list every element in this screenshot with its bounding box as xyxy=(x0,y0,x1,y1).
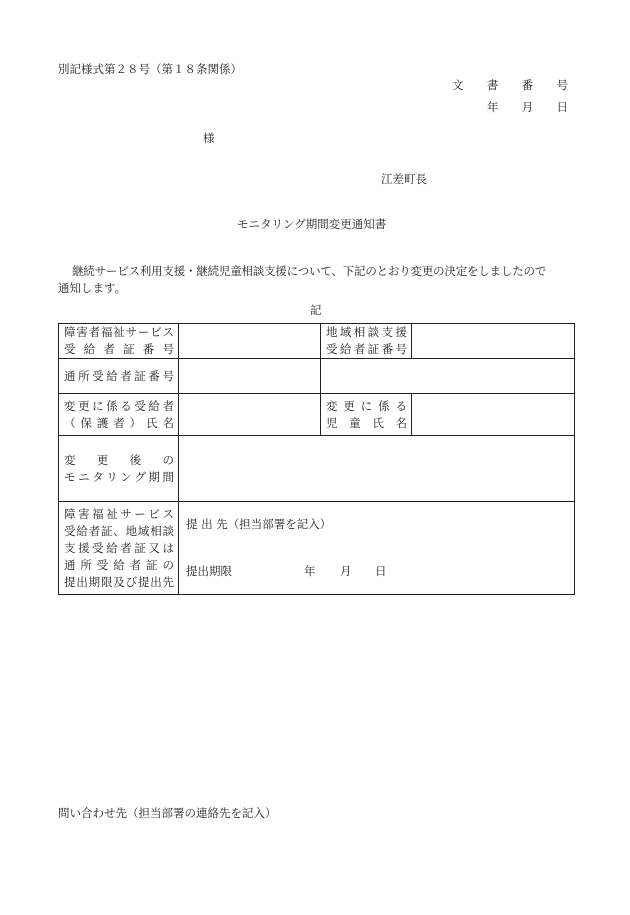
label-char: 護 xyxy=(96,415,109,430)
guardian-name-label xyxy=(59,394,179,436)
blank-cell xyxy=(321,359,575,394)
label-char: 域 xyxy=(137,523,150,538)
label-char: 援 xyxy=(78,540,90,555)
label-char: 更 xyxy=(78,398,90,413)
label-char: 者 xyxy=(162,398,174,413)
label-char: 証 xyxy=(100,523,113,538)
label-char: 氏 xyxy=(372,415,384,430)
label-char: 者 xyxy=(120,368,132,383)
label-char: 所 xyxy=(80,557,92,572)
contact-info: 問い合わせ先（担当部署の連絡先を記入） xyxy=(58,806,277,820)
label-char: 氏 xyxy=(146,415,158,430)
label-char: 証 xyxy=(367,342,380,356)
label-char: 支 xyxy=(381,325,394,339)
label-char: に xyxy=(92,398,104,413)
label-char: 期 xyxy=(148,469,160,484)
label-char: 証 xyxy=(123,342,135,356)
label-char: ） xyxy=(129,415,142,430)
document-number-label: 文 書 番 号 xyxy=(452,78,568,92)
child-name-field[interactable] xyxy=(412,394,575,436)
label-char: る xyxy=(395,398,407,413)
label-char: 保 xyxy=(80,415,92,430)
label-char: ビ xyxy=(148,506,160,521)
label-char: 後 xyxy=(129,452,142,467)
label-char: 出 xyxy=(76,574,88,589)
deadline-label: 提出期限 xyxy=(186,564,232,578)
label-char: 間 xyxy=(162,469,174,484)
label-char: 係 xyxy=(106,398,118,413)
label-char: の xyxy=(162,557,174,572)
monitoring-period-label xyxy=(59,436,179,502)
label-char: 、 xyxy=(113,523,125,538)
recipient-number-boxes[interactable] xyxy=(179,324,321,359)
label-char: 通 xyxy=(64,368,76,383)
table-row xyxy=(59,436,575,502)
label-char: 受 xyxy=(64,342,76,356)
label-char: 所 xyxy=(78,368,90,383)
table-row xyxy=(59,394,575,436)
label-char: の xyxy=(162,452,174,467)
label-char: 祉 xyxy=(113,325,125,339)
label-char: ビ xyxy=(150,325,162,339)
label-char: 係 xyxy=(378,398,390,413)
label-char: 受 xyxy=(64,523,76,538)
label-char: る xyxy=(120,398,132,413)
table-row xyxy=(59,324,575,359)
label-char: 名 xyxy=(162,415,174,430)
deadline-month: 月 xyxy=(340,564,352,578)
label-char: 者 xyxy=(88,325,101,339)
child-name-label xyxy=(321,394,412,436)
label-char: 提 xyxy=(64,574,76,589)
label-char: 番 xyxy=(148,368,160,383)
label-char: 害 xyxy=(76,325,88,339)
label-char: 更 xyxy=(343,398,355,413)
label-char: 談 xyxy=(367,325,380,339)
regional-consult-number-boxes[interactable] xyxy=(412,324,575,359)
label-char: は xyxy=(162,540,174,555)
document-title: モニタリング期間変更通知書 xyxy=(237,217,387,231)
label-char: 通 xyxy=(64,557,76,572)
notice-table xyxy=(58,323,575,595)
label-char: ス xyxy=(162,506,174,521)
label-char: 給 xyxy=(113,557,125,572)
body-line-1: 継続サービス利用支援・継続児童相談支援について、下記のとおり変更の決定をしましたので xyxy=(72,264,547,278)
label-char: 相 xyxy=(353,325,366,339)
guardian-name-field[interactable] xyxy=(179,394,321,436)
label-char: に xyxy=(360,398,373,413)
label-char: 変 xyxy=(326,398,338,413)
label-char: モ xyxy=(64,469,76,484)
label-char: 号 xyxy=(162,368,174,383)
label-char: 先 xyxy=(162,574,174,589)
monitoring-period-field[interactable] xyxy=(179,436,575,502)
label-char: 児 xyxy=(326,415,338,430)
recipient-number-label xyxy=(59,324,179,359)
label-char: 受 xyxy=(92,368,104,383)
table-row xyxy=(59,502,575,595)
deadline-day: 日 xyxy=(375,564,387,578)
label-char: 域 xyxy=(339,325,352,339)
label-char: 害 xyxy=(78,506,90,521)
label-char: 者 xyxy=(113,415,125,430)
label-char: 者 xyxy=(103,342,115,356)
day-service-number-boxes[interactable] xyxy=(179,359,321,394)
label-char: 祉 xyxy=(106,506,118,521)
label-char: 番 xyxy=(142,342,155,356)
label-char: 給 xyxy=(106,368,118,383)
label-char: 相 xyxy=(150,523,162,538)
label-char: 者 xyxy=(129,557,142,572)
label-char: 番 xyxy=(381,342,394,356)
label-char: グ xyxy=(134,469,146,484)
label-char: 者 xyxy=(353,342,366,356)
label-char: 変 xyxy=(64,398,76,413)
date-line: 年 月 日 xyxy=(487,100,568,114)
submission-field[interactable] xyxy=(179,502,575,595)
label-char: 給 xyxy=(106,540,118,555)
ki-heading: 記 xyxy=(310,303,322,317)
submission-label xyxy=(59,502,179,595)
label-char: び xyxy=(125,574,138,589)
label-char: 証 xyxy=(134,368,146,383)
label-char: 受 xyxy=(134,398,146,413)
label-char: 受 xyxy=(326,342,338,356)
label-char: 及 xyxy=(113,574,125,589)
deadline-year: 年 xyxy=(304,564,316,578)
label-char: 談 xyxy=(162,523,174,538)
label-char: 地 xyxy=(326,325,338,339)
label-char: 給 xyxy=(148,398,160,413)
label-char: 福 xyxy=(100,325,113,339)
label-char: 証 xyxy=(134,540,146,555)
label-char: 者 xyxy=(88,523,101,538)
submit-to-label: 提 出 先（担当部署を記入） xyxy=(186,517,332,531)
label-char: タ xyxy=(92,469,104,484)
label-char: 給 xyxy=(339,342,352,356)
addressee-suffix: 様 xyxy=(203,131,215,145)
label-char: 更 xyxy=(96,452,109,467)
label-char: 給 xyxy=(76,523,88,538)
label-char: 童 xyxy=(349,415,361,430)
label-char: 援 xyxy=(395,325,407,339)
label-char: 障 xyxy=(64,325,76,339)
table-row xyxy=(59,359,575,394)
label-char: 福 xyxy=(92,506,104,521)
label-char: 受 xyxy=(92,540,104,555)
label-char: 名 xyxy=(395,415,407,430)
label-char: 支 xyxy=(64,540,76,555)
issuer-name: 江差町長 xyxy=(381,172,427,186)
label-char: ン xyxy=(120,469,132,484)
label-char: 出 xyxy=(150,574,162,589)
body-line-2: 通知します。 xyxy=(58,281,127,295)
label-char: 給 xyxy=(83,342,96,356)
label-char: 受 xyxy=(96,557,109,572)
label-char: 提 xyxy=(137,574,150,589)
day-service-number-label xyxy=(59,359,179,394)
label-char: 地 xyxy=(125,523,138,538)
form-id: 別記様式第２８号（第１８条関係） xyxy=(58,62,242,76)
label-char: サ xyxy=(125,325,138,339)
label-char: ニ xyxy=(78,469,90,484)
label-char: リ xyxy=(106,469,118,484)
label-char: 証 xyxy=(146,557,158,572)
label-char: 期 xyxy=(88,574,101,589)
label-char: 変 xyxy=(64,452,76,467)
regional-consult-number-label xyxy=(321,324,412,359)
label-char: ー xyxy=(137,325,150,339)
label-char: 限 xyxy=(100,574,113,589)
label-char: ー xyxy=(134,506,146,521)
label-char: 号 xyxy=(395,342,407,356)
label-char: 者 xyxy=(120,540,132,555)
label-char: 障 xyxy=(64,506,76,521)
label-char: 号 xyxy=(162,342,174,356)
label-char: ス xyxy=(162,325,174,339)
label-char: サ xyxy=(120,506,132,521)
label-char: （ xyxy=(64,415,76,430)
label-char: 又 xyxy=(148,540,160,555)
